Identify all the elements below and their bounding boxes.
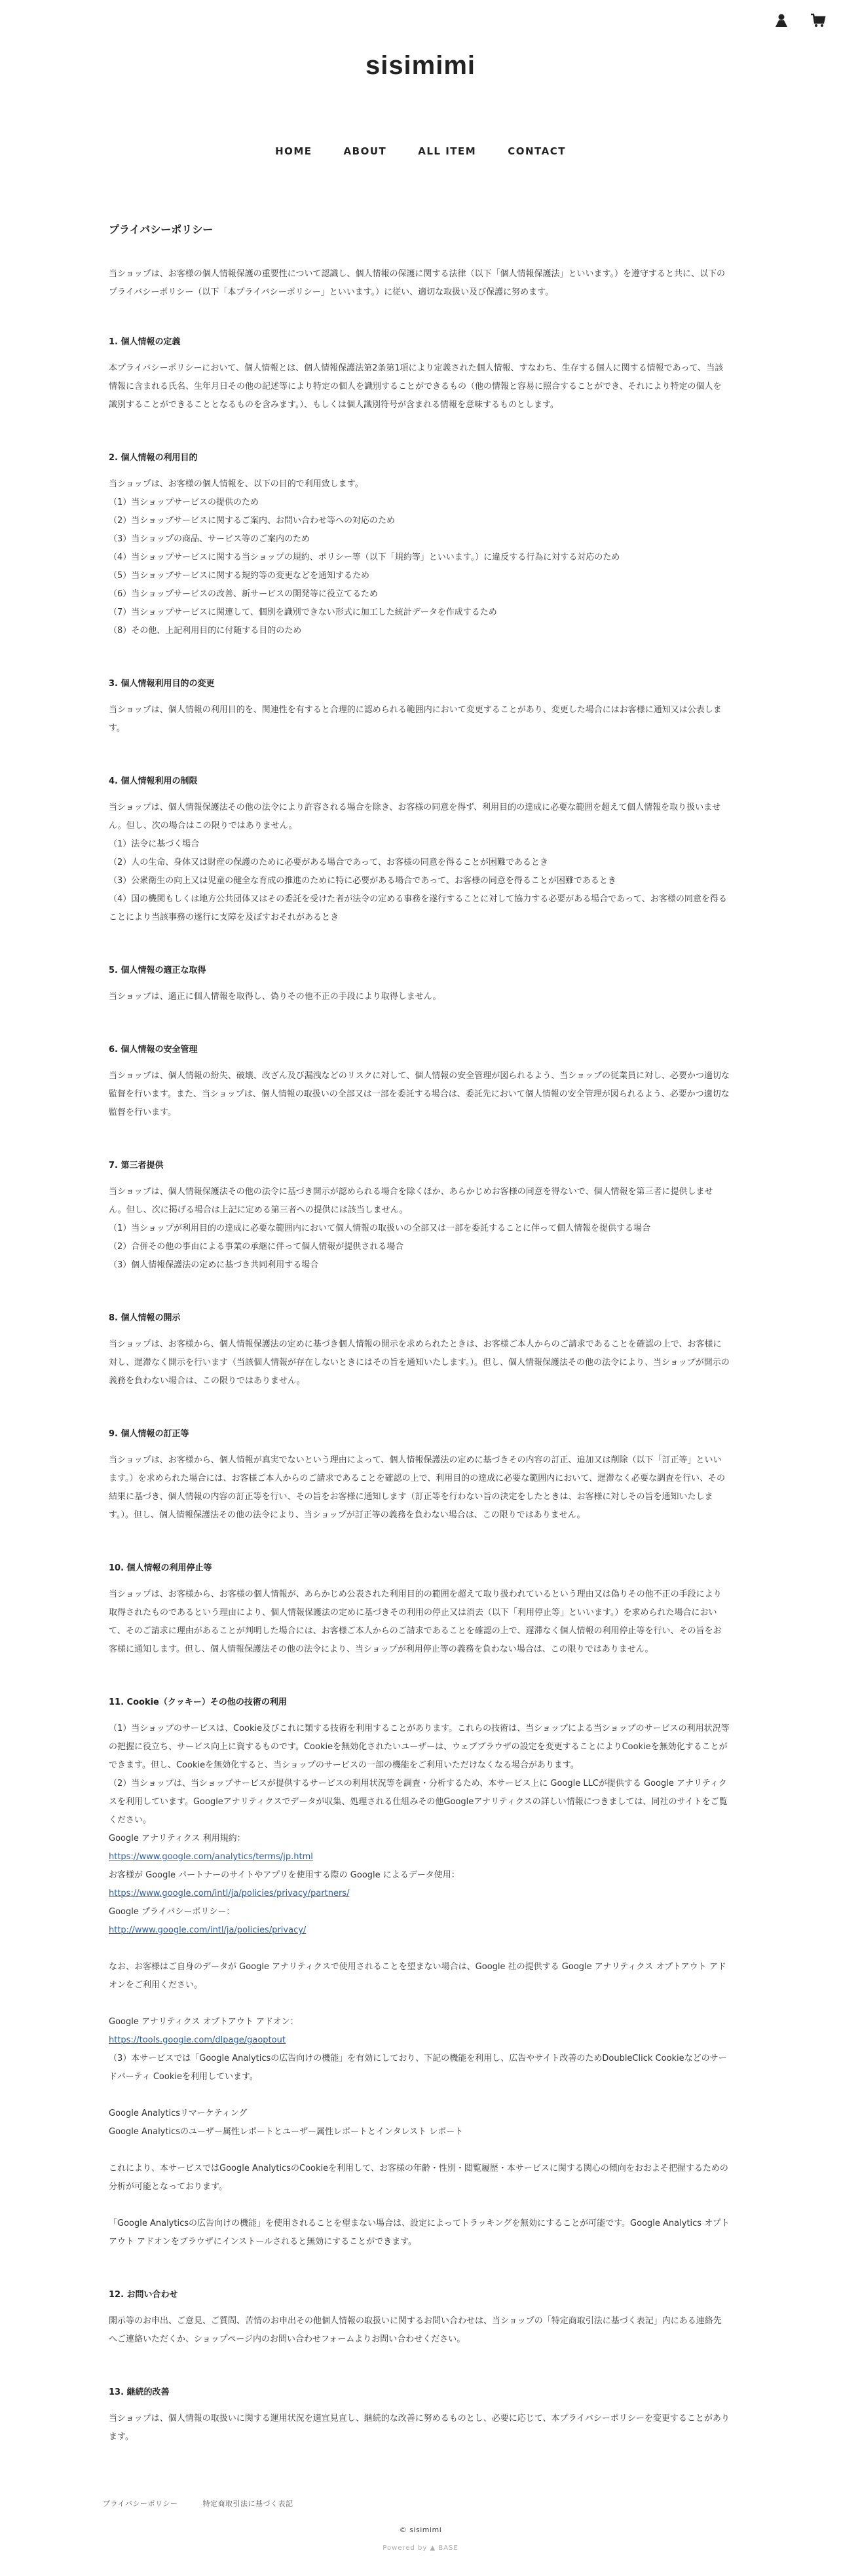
improvement-text: 当ショップは、個人情報の取扱いに関する運用状況を適宜見直し、継続的な改善に努めるものとし、必要に応じて、本プライバシーポリシーを変更することがあります。 [109, 2414, 730, 2442]
feature-reports: Google Analyticsのユーザー属性レポートとユーザー属性レポートとインタレスト レポート [109, 2127, 464, 2137]
section-title: 10. 個人情報の利用停止等 [109, 1563, 212, 1573]
user-icon[interactable] [773, 12, 790, 29]
cookie-paragraph-1: （1）当ショップのサービスは、Cookie及びこれに類する技術を利用することがあります。これらの技術は、当ショップによる当ショップのサービスの利用状況等の把握に役立ち、サービス向上に資するものです。Cookieを無効化されたいユーザーは、ウェブブラウザの設定を変更することによりCookieを無効化することができます。但し、Cookieを無効化すると、当ショップのサービスの一部の機能をご利用いただけなくなる場合があります。 [109, 1724, 730, 1770]
section-line: 当ショップは、個人情報の紛失、破壊、改ざん及び漏洩などのリスクに対して、個人情報の安全管理が図られるよう、当ショップの従業員に対し、必要かつ適切な監督を行います。また、当ショップは、個人情報の取扱いの全部又は一部を委託する場合は、委託先において個人情報の安全管理が図られるよう、必要かつ適切な監督を行います。 [109, 1071, 730, 1117]
optout-text: なお、お客様はご自身のデータが Google アナリティクスで使用されることを望まない場合は、Google 社の提供する Google アナリティクス オプトアウト アドオンをご利用ください。 [109, 1962, 726, 1990]
section-line: （8）その他、上記利用目的に付随する目的のため [109, 626, 302, 636]
section-line: （1）当ショップサービスの提供のため [109, 498, 259, 507]
header-icons [773, 12, 827, 29]
policy-section [109, 1313, 730, 1390]
section-line: （5）当ショップサービスに関する規約等の変更などを通知するため [109, 571, 370, 581]
disable-text: 「Google Analyticsの広告向けの機能」を使用されることを望まない場合は、設定によってトラッキングを無効にすることが可能です。Google Analytics オプトアウト アドオンをブラウザにインストールされると無効にすることができます。 [109, 2219, 730, 2247]
policy-section [109, 336, 730, 414]
section-line: 当ショップは、お客様から、個人情報保護法の定めに基づき個人情報の開示を求められたときは、お客様ご本人からのご請求であることを確認の上で、お客様に対し、遅滞なく開示を行います（当該個人情報が存在しないときにはその旨を通知いたします。）。但し、個人情報保護法その他の法令により、当ショップが開示の義務を負わない場合は、この限りではありません。 [109, 1339, 730, 1386]
section-line: （2）人の生命、身体又は財産の保護のために必要がある場合であって、お客様の同意を得ることが困難であるとき [109, 858, 548, 867]
intro-paragraph: 当ショップは、お客様の個人情報保護の重要性について認識し、個人情報の保護に関する法律（以下「個人情報保護法」といいます。）を遵守すると共に、以下のプライバシーポリシー（以下「本プライバシーポリシー」といいます。）に従い、適切な取扱い及び保護に努めます。 [109, 269, 725, 297]
section-line: 当ショップは、個人情報保護法その他の法令により許容される場合を除き、お客様の同意を得ず、利用目的の達成に必要な範囲を超えて個人情報を取り扱いません。但し、次の場合はこの限りではありません。 [109, 803, 721, 831]
section-line: 当ショップは、個人情報の利用目的を、関連性を有すると合理的に認められる範囲内において変更することがあり、変更した場合にはお客様に通知又は公表します。 [109, 705, 722, 733]
page-title: プライバシーポリシー [109, 223, 214, 236]
optout-label: Google アナリティクス オプトアウト アドオン： [109, 2017, 299, 2027]
section-title: 1. 個人情報の定義 [109, 337, 181, 347]
section-title: 7. 第三者提供 [109, 1161, 164, 1170]
nav-all-item[interactable]: ALL ITEM [418, 145, 477, 157]
section-title: 5. 個人情報の適正な取得 [109, 966, 206, 975]
section-line: （3）当ショップの商品、サービス等のご案内のため [109, 534, 310, 544]
section-line: 当ショップは、お客様から、個人情報が真実でないという理由によって、個人情報保護法の定めに基づきその内容の訂正、追加又は削除（以下「訂正等」といいます。）を求められた場合には、お客様ご本人からのご請求であることを確認の上で、利用目的の達成に必要な範囲内において、遅滞なく必要な調査を行い、その結果に基づき、個人情報の内容の訂正等を行い、その旨をお客様に通知します（訂正等を行わない旨の決定をしたときは、お客様に対しその旨を通知いたします。）。但し、個人情報保護法その他の法令により、当ショップが訂正等の義務を負わない場合は、この限りではありません。 [109, 1455, 725, 1520]
nav-contact[interactable]: CONTACT [508, 145, 566, 157]
privacy-policy-content [109, 221, 730, 2484]
section-line: 当ショップは、個人情報保護法その他の法令に基づき開示が認められる場合を除くほか、あらかじめお客様の同意を得ないで、個人情報を第三者に提供しません。但し、次に掲げる場合は上記に定める第三者への提供には該当しません。 [109, 1187, 713, 1215]
main-nav [0, 145, 841, 157]
powered-text: Powered by [383, 2545, 430, 2552]
ga-terms-label: Google アナリティクス 利用規約： [109, 1834, 246, 1843]
footer-links [103, 2498, 293, 2509]
section-line: （6）当ショップサービスの改善、新サービスの開発等に役立てるため [109, 589, 379, 599]
section-line: （4）当ショップサービスに関する当ショップの規約、ポリシー等（以下「規約等」といいます。）に違反する行為に対する対応のため [109, 553, 620, 562]
cookie-paragraph-2: （2）当ショップは、当ショップサービスが提供するサービスの利用状況等を調査・分析するため、本サービス上に Google LLCが提供する Google アナリティクスを利用しています。Googleアナリティクスでデータが収集、処理される仕組みその他Googleアナリティクスの詳しい情報につきましては、同社のサイトをご覧ください。 [109, 1779, 728, 1825]
section-improvement [109, 2387, 730, 2446]
section-line: （4）国の機関もしくは地方公共団体又はその委託を受けた者が法令の定める事務を遂行することに対して協力する必要がある場合であって、お客様の同意を得ることにより当該事務の遂行に支障を及ぼすおそれがあるとき [109, 894, 727, 922]
section-line: 当ショップは、お客様から、お客様の個人情報が、あらかじめ公表された利用目的の範囲を超えて取り扱われているという理由又は偽りその他不正の手段により取得されたものであるという理由により、個人情報保護法の定めに基づきその利用の停止又は消去（以下「利用停止等」といいます。）を求められた場合において、そのご請求に理由があることが判明した場合には、お客様ご本人からのご請求であることを確認の上で、遅滞なく個人情報の利用停止等を行い、その旨をお客様に通知します。但し、個人情報保護法その他の法令により、当ショップが利用停止等の義務を負わない場合は、この限りではありません。 [109, 1589, 722, 1654]
policy-section [109, 452, 730, 640]
section-cookie [109, 1697, 730, 2251]
policy-section [109, 1160, 730, 1275]
cart-icon[interactable] [810, 12, 827, 29]
section-line: 本プライバシーポリシーにおいて、個人情報とは、個人情報保護法第2条第1項により定義された個人情報、すなわち、生存する個人に関する情報であって、当該情報に含まれる氏名、生年月日その他の記述等により特定の個人を識別することができるもの（他の情報と容易に照合することができ、それにより特定の個人を識別することができることとなるものを含みます。）、もしくは個人識別符号が含まれる情報を意味するものとします。 [109, 363, 724, 410]
policy-section [109, 1428, 730, 1525]
section-title: 8. 個人情報の開示 [109, 1313, 181, 1323]
section-contact [109, 2289, 730, 2349]
policy-section [109, 1563, 730, 1659]
policy-section [109, 678, 730, 738]
shop-logo[interactable]: sisimimi [365, 51, 476, 80]
section-title: 4. 個人情報利用の制限 [109, 776, 198, 786]
section-line: （2）当ショップサービスに関するご案内、お問い合わせ等への対応のため [109, 516, 396, 526]
section-title: 9. 個人情報の訂正等 [109, 1429, 189, 1439]
footer-privacy-link[interactable]: プライバシーポリシー [103, 2499, 178, 2508]
section-line: 当ショップは、適正に個人情報を取得し、偽りその他不正の手段により取得しません。 [109, 992, 441, 1002]
feature-remarketing: Google Analyticsリマーケティング [109, 2109, 248, 2118]
partner-link[interactable]: https://www.google.com/intl/ja/policies/privacy/partners/ [109, 1889, 350, 1898]
section-line: （7）当ショップサービスに関連して、個別を識別できない形式に加工した統計データを作成するため [109, 608, 497, 617]
section-title: 13. 継続的改善 [109, 2387, 170, 2397]
copyright: © sisimimi [399, 2526, 442, 2534]
section-line: （1）当ショップが利用目的の達成に必要な範囲内において個人情報の取扱いの全部又は一部を委託することに伴って個人情報を提供する場合 [109, 1224, 651, 1233]
section-title: 12. お問い合わせ [109, 2290, 178, 2300]
section-line: （2）合併その他の事由による事業の承継に伴って個人情報が提供される場合 [109, 1242, 404, 1252]
powered-by[interactable] [0, 2545, 841, 2552]
powered-brand: BASE [438, 2545, 458, 2552]
policy-section [109, 965, 730, 1006]
base-logo-icon: ▲ [430, 2545, 439, 2552]
section-line: （3）個人情報保護法の定めに基づき共同利用する場合 [109, 1260, 319, 1270]
policy-section [109, 1044, 730, 1122]
section-line: （3）公衆衛生の向上又は児童の健全な育成の推進のために特に必要がある場合であって、お客様の同意を得ることが困難であるとき [109, 876, 616, 886]
nav-home[interactable]: HOME [275, 145, 312, 157]
partner-label: お客様が Google パートナーのサイトやアプリを使用する際の Google によるデータ使用： [109, 1870, 460, 1880]
optout-link[interactable]: https://tools.google.com/dlpage/gaoptout [109, 2035, 286, 2045]
privacy-link[interactable]: http://www.google.com/intl/ja/policies/privacy/ [109, 1925, 307, 1935]
section-line: 当ショップは、お客様の個人情報を、以下の目的で利用致します。 [109, 479, 364, 489]
analysis-text: これにより、本サービスではGoogle AnalyticsのCookieを利用して、お客様の年齢・性別・閲覧履歴・本サービスに関する関心の傾向をおおよそ把握するための分析が可能となっております。 [109, 2164, 728, 2192]
contact-text: 開示等のお申出、ご意見、ご質問、苦情のお申出その他個人情報の取扱いに関するお問い合わせは、当ショップの「特定商取引法に基づく表記」内にある連絡先へご連絡いただくか、ショップページ内のお問い合わせフォームよりお問い合わせください。 [109, 2316, 722, 2344]
section-title: 2. 個人情報の利用目的 [109, 453, 198, 463]
policy-section [109, 776, 730, 927]
privacy-label: Google プライバシーポリシー： [109, 1907, 235, 1917]
nav-about[interactable]: ABOUT [343, 145, 387, 157]
section-title: 6. 個人情報の安全管理 [109, 1045, 198, 1055]
ga-terms-link[interactable]: https://www.google.com/analytics/terms/jp.html [109, 1852, 313, 1862]
section-title: 3. 個人情報利用目的の変更 [109, 679, 215, 689]
section-line: （1）法令に基づく場合 [109, 839, 200, 849]
footer-tokusho-link[interactable]: 特定商取引法に基づく表記 [202, 2499, 293, 2508]
section-title: 11. Cookie（クッキー）その他の技術の利用 [109, 1697, 287, 1707]
cookie-paragraph-3: （3）本サービスでは「Google Analyticsの広告向けの機能」を有効にしており、下記の機能を利用し、広告やサイト改善のためDoubleClick Cookieなどのサードパーティ Cookieを利用しています。 [109, 2054, 727, 2082]
